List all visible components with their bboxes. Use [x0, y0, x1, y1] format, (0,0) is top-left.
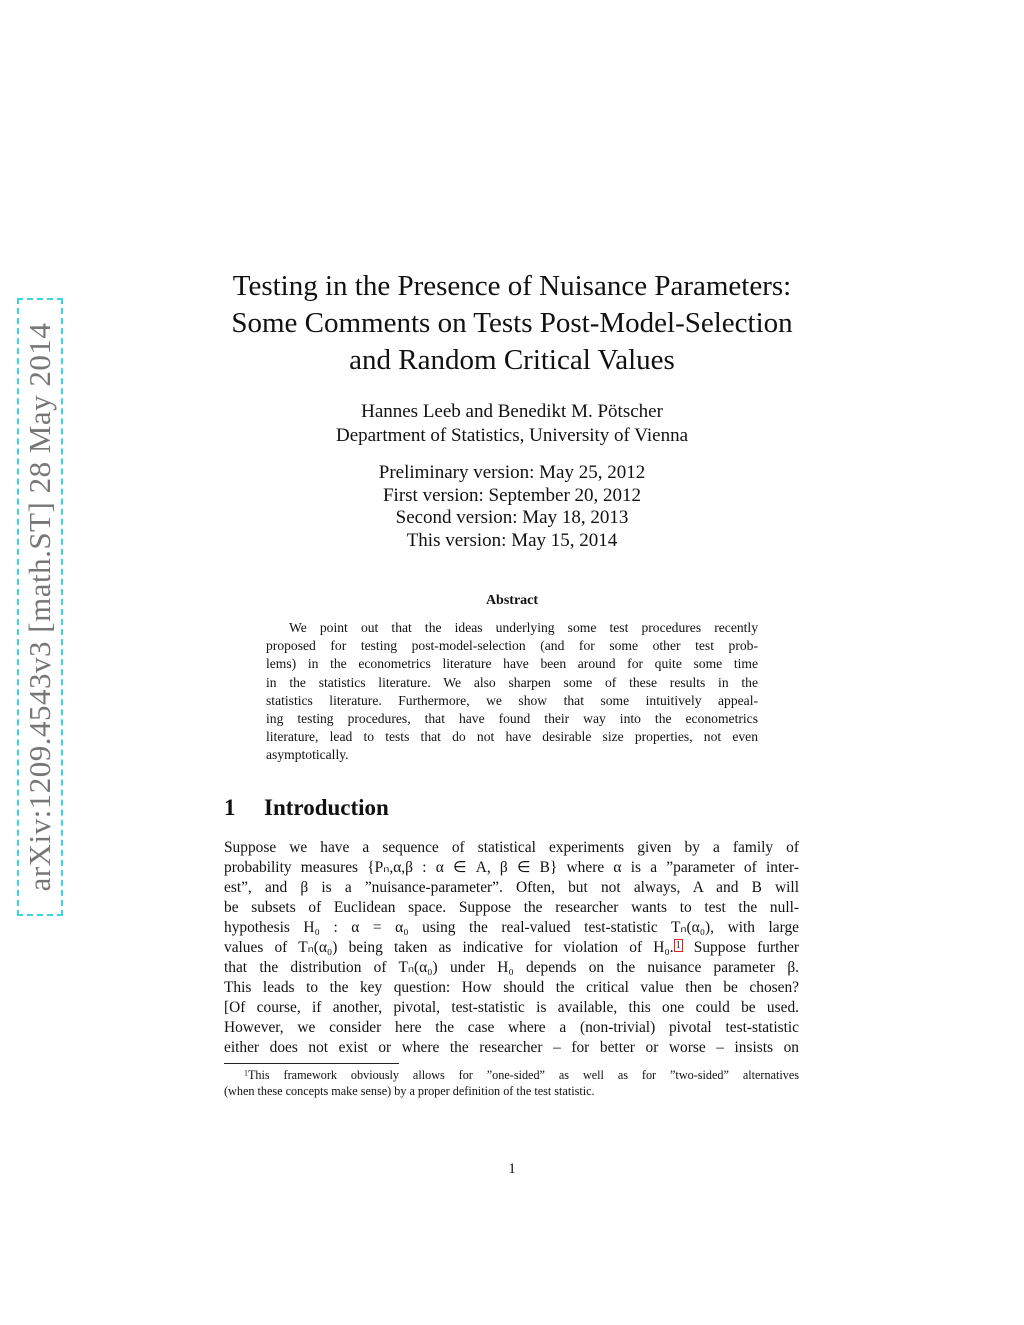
title-line: Some Comments on Tests Post-Model-Selection	[231, 307, 793, 339]
body-line-tail: Suppose further	[682, 939, 800, 956]
abstract-line: lems) in the econometrics literature have been around for quite some time	[266, 656, 758, 672]
body-line: However, we consider here the case where a (non-trivial) pivotal test-statistic	[224, 1019, 799, 1036]
page-number: 1	[508, 1161, 516, 1177]
version-history	[0, 462, 1024, 552]
version-line: Preliminary version: May 25, 2012	[378, 462, 646, 483]
abstract-body	[266, 619, 758, 765]
section-heading	[224, 795, 389, 821]
title-line: and Random Critical Values	[349, 344, 675, 376]
introduction-body	[224, 838, 799, 1058]
body-line: est”, and β is a ”nuisance-parameter”. Often, but not always, A and B will	[224, 879, 799, 896]
author-block	[0, 400, 1024, 448]
abstract-line: in the statistics literature. We also sharpen some of these results in the	[266, 674, 758, 690]
footnote-reference-link[interactable]: 1	[675, 939, 681, 951]
abstract-line: asymptotically.	[266, 747, 349, 763]
abstract-heading: Abstract	[485, 593, 539, 608]
version-line: First version: September 20, 2012	[382, 484, 642, 506]
abstract-line: We point out that the ideas underlying some test procedures recently	[289, 620, 758, 635]
abstract-line: ing testing procedures, that have found their way into the econometrics	[266, 711, 758, 727]
footnote-line	[224, 1067, 799, 1083]
body-line: [Of course, if another, pivotal, test-statistic is available, this one could be used.	[224, 999, 799, 1016]
body-line-text: values of Tₙ(α₀) being taken as indicative for violation of H₀.	[224, 939, 674, 956]
section-title: Introduction	[264, 795, 389, 820]
paper-title	[0, 268, 1024, 379]
footnote-marker: 1	[244, 1068, 248, 1078]
version-line: Second version: May 18, 2013	[395, 507, 629, 528]
arxiv-identifier-text: arXiv:1209.4543v3 [math.ST] 28 May 2014	[22, 322, 57, 892]
body-line: probability measures {Pₙ,α,β : α ∈ A, β ∈ B} where α is a ”parameter of inter-	[224, 859, 799, 876]
footnote	[224, 1067, 799, 1099]
abstract-line: literature, lead to tests that do not have desirable size properties, not even	[266, 729, 758, 745]
body-line: hypothesis H₀ : α = α₀ using the real-valued test-statistic Tₙ(α₀), with large	[224, 919, 799, 936]
title-line: Testing in the Presence of Nuisance Parameters:	[232, 270, 792, 302]
authors: Hannes Leeb and Benedikt M. Pötscher	[361, 401, 663, 422]
affiliation: Department of Statistics, University of Vienna	[335, 425, 689, 446]
footnote-divider	[224, 1063, 399, 1064]
abstract-line: statistics literature. Furthermore, we show that some intuitively appeal-	[266, 692, 758, 708]
section-number: 1	[224, 795, 236, 820]
version-line: This version: May 15, 2014	[406, 529, 618, 551]
footnote-line: (when these concepts make sense) by a proper definition of the test statistic.	[224, 1084, 595, 1098]
body-line: that the distribution of Tₙ(α₀) under H₀ depends on the nuisance parameter β.	[224, 959, 799, 976]
body-line: either does not exist or where the researcher – for better or worse – insists on	[224, 1039, 799, 1056]
footnote-text: This framework obviously allows for ”one-sided” as well as for ”two-sided” alternatives	[247, 1068, 799, 1082]
body-line: This leads to the key question: How should the critical value then be chosen?	[224, 979, 799, 996]
abstract-line: proposed for testing post-model-selection (and for some other test prob-	[266, 638, 758, 654]
body-line: be subsets of Euclidean space. Suppose the researcher wants to test the null-	[224, 899, 799, 916]
body-line	[224, 938, 799, 958]
body-line: Suppose we have a sequence of statistical experiments given by a family of	[224, 839, 799, 856]
